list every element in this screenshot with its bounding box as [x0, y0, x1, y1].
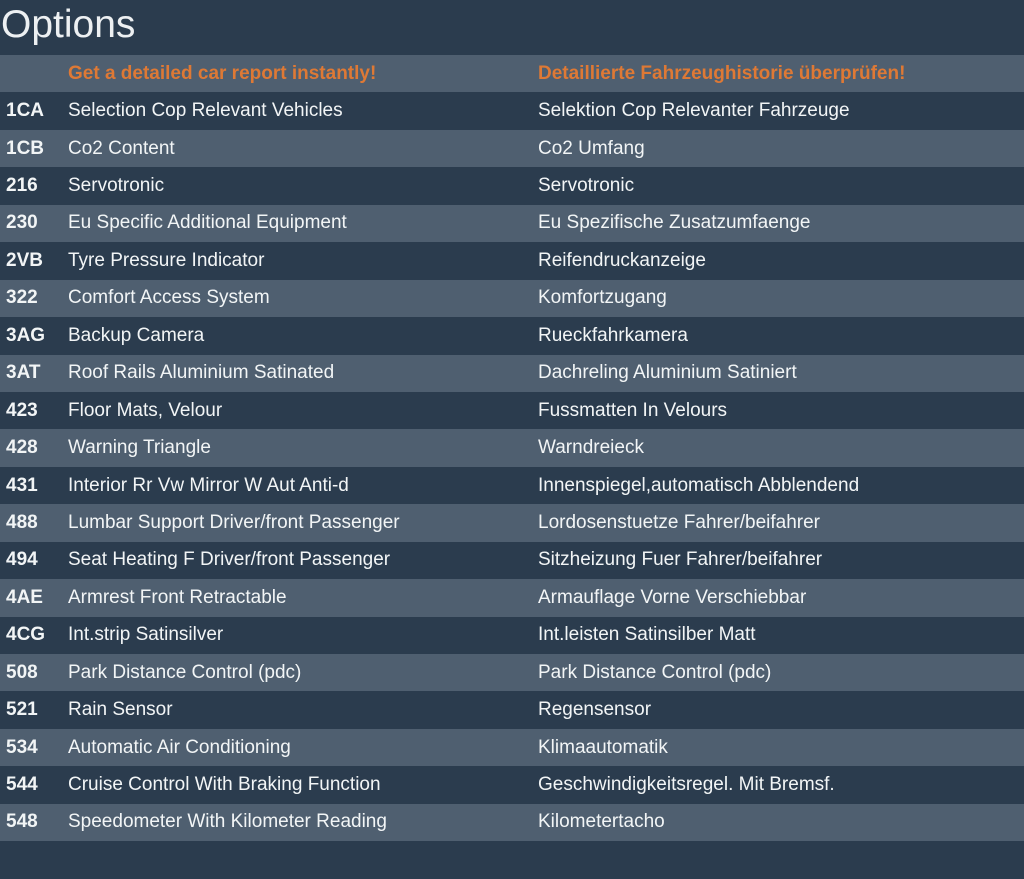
option-description-de: Armauflage Vorne Verschiebbar	[538, 586, 807, 608]
option-code: 508	[6, 661, 38, 683]
option-description-en: Comfort Access System	[68, 287, 270, 309]
option-description-en: Lumbar Support Driver/front Passenger	[68, 511, 400, 533]
option-description-de: Co2 Umfang	[538, 137, 645, 159]
page-title: Options	[1, 3, 136, 46]
table-row	[0, 280, 1024, 317]
option-description-en: Eu Specific Additional Equipment	[68, 212, 347, 234]
options-table	[0, 55, 1024, 879]
option-code: 230	[6, 212, 38, 234]
table-row	[0, 729, 1024, 766]
option-code: 4AE	[6, 586, 43, 608]
option-description-de: Rueckfahrkamera	[538, 324, 688, 346]
table-row	[0, 654, 1024, 691]
option-description-de: Reifendruckanzeige	[538, 249, 706, 271]
option-description-en: Cruise Control With Braking Function	[68, 774, 381, 796]
option-description-de: Selektion Cop Relevanter Fahrzeuge	[538, 100, 850, 122]
option-description-de: Lordosenstuetze Fahrer/beifahrer	[538, 511, 820, 533]
table-row	[0, 766, 1024, 803]
promo-cell-en	[68, 63, 538, 85]
option-code: 544	[6, 774, 38, 796]
option-description-en: Seat Heating F Driver/front Passenger	[68, 549, 391, 571]
option-description-de: Kilometertacho	[538, 811, 665, 833]
table-row	[0, 429, 1024, 466]
option-code: 1CB	[6, 137, 45, 159]
table-row	[0, 130, 1024, 167]
option-description-en: Interior Rr Vw Mirror W Aut Anti-d	[68, 474, 349, 496]
option-description-en: Automatic Air Conditioning	[68, 736, 291, 758]
option-description-en: Tyre Pressure Indicator	[68, 249, 265, 271]
option-code: 423	[6, 399, 38, 421]
option-description-de: Dachreling Aluminium Satiniert	[538, 362, 797, 384]
option-code: 548	[6, 811, 38, 833]
option-description-en: Backup Camera	[68, 324, 205, 346]
promo-cell-de	[538, 63, 1024, 85]
option-description-de: Regensensor	[538, 699, 652, 721]
table-row	[0, 804, 1024, 841]
table-row	[0, 92, 1024, 129]
option-description-en: Co2 Content	[68, 137, 175, 159]
option-code: 428	[6, 437, 38, 459]
option-code: 488	[6, 511, 38, 533]
option-code: 494	[6, 549, 38, 571]
option-description-en: Roof Rails Aluminium Satinated	[68, 362, 335, 384]
table-row	[0, 504, 1024, 541]
table-row	[0, 542, 1024, 579]
option-description-de: Klimaautomatik	[538, 736, 668, 758]
option-description-de: Geschwindigkeitsregel. Mit Bremsf.	[538, 774, 835, 796]
option-description-en: Warning Triangle	[68, 437, 211, 459]
option-code: 2VB	[6, 249, 43, 271]
option-code: 3AT	[6, 362, 41, 384]
option-description-en: Servotronic	[68, 175, 165, 197]
table-row	[0, 617, 1024, 654]
table-row	[0, 691, 1024, 728]
option-description-de: Park Distance Control (pdc)	[538, 661, 772, 683]
option-description-de: Eu Spezifische Zusatzumfaenge	[538, 212, 811, 234]
option-description-de: Innenspiegel,automatisch Abblendend	[538, 474, 860, 496]
option-code: 322	[6, 287, 38, 309]
option-code: 431	[6, 474, 38, 496]
option-description-en: Floor Mats, Velour	[68, 399, 223, 421]
table-row	[0, 392, 1024, 429]
option-description-de: Servotronic	[538, 175, 635, 197]
promo-row	[0, 55, 1024, 92]
promo-link-en[interactable]: Get a detailed car report instantly!	[68, 62, 377, 84]
option-description-de: Sitzheizung Fuer Fahrer/beifahrer	[538, 549, 823, 571]
option-code: 216	[6, 175, 38, 197]
table-row	[0, 317, 1024, 354]
option-code: 3AG	[6, 324, 46, 346]
table-row	[0, 242, 1024, 279]
option-description-de: Fussmatten In Velours	[538, 399, 728, 421]
option-description-en: Speedometer With Kilometer Reading	[68, 811, 387, 833]
option-description-en: Int.strip Satinsilver	[68, 624, 224, 646]
option-description-en: Park Distance Control (pdc)	[68, 661, 302, 683]
title-bar	[0, 0, 1024, 55]
option-code: 534	[6, 736, 38, 758]
option-description-de: Int.leisten Satinsilber Matt	[538, 624, 756, 646]
table-row	[0, 167, 1024, 204]
partial-row	[0, 841, 1024, 878]
option-code: 4CG	[6, 624, 46, 646]
table-row	[0, 205, 1024, 242]
option-code: 521	[6, 699, 38, 721]
option-description-en: Armrest Front Retractable	[68, 586, 287, 608]
option-description-de: Komfortzugang	[538, 287, 667, 309]
table-row	[0, 579, 1024, 616]
table-row	[0, 355, 1024, 392]
option-description-en: Selection Cop Relevant Vehicles	[68, 100, 343, 122]
option-description-en: Rain Sensor	[68, 699, 173, 721]
option-code: 1CA	[6, 100, 45, 122]
promo-link-de[interactable]: Detaillierte Fahrzeughistorie überprüfen!	[538, 62, 906, 84]
option-description-de: Warndreieck	[538, 437, 644, 459]
table-row	[0, 467, 1024, 504]
